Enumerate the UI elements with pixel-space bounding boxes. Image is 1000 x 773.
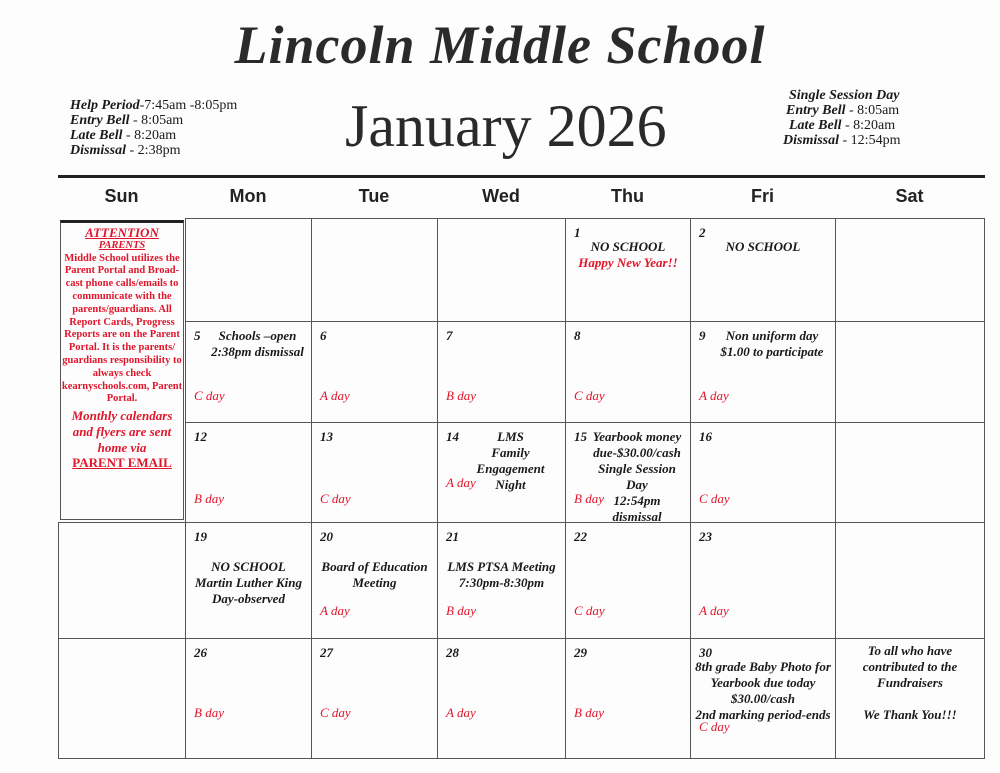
day-cell-16 bbox=[690, 422, 836, 523]
holiday-note: Happy New Year!! bbox=[578, 255, 678, 270]
event-line: LMS PTSA Meeting bbox=[447, 559, 556, 574]
empty-day-cell bbox=[311, 218, 438, 322]
day-number: 5 bbox=[194, 328, 201, 343]
rotation-day-label: B day bbox=[194, 705, 224, 720]
day-cell-26 bbox=[185, 638, 312, 759]
month-title: January 2026 bbox=[345, 93, 667, 159]
rotation-day-label: C day bbox=[574, 603, 605, 618]
day-number: 23 bbox=[699, 529, 712, 544]
event-line: We Thank You!!! bbox=[863, 707, 957, 722]
day-number: 28 bbox=[446, 645, 459, 660]
day-number: 26 bbox=[194, 645, 207, 660]
day-cell-21 bbox=[437, 522, 566, 639]
rotation-day-label: C day bbox=[699, 491, 730, 506]
weekday-sun: Sun bbox=[104, 186, 139, 206]
day-cell-19 bbox=[185, 522, 312, 639]
weekday-mon: Mon bbox=[229, 186, 267, 206]
ss-dismissal: Dismissal - 12:54pm bbox=[783, 133, 901, 148]
ss-entry-bell: Entry Bell - 8:05am bbox=[786, 103, 900, 118]
event-text bbox=[840, 643, 980, 723]
day-number: 27 bbox=[320, 645, 333, 660]
event-line bbox=[840, 691, 980, 707]
empty-day-cell bbox=[437, 218, 566, 322]
day-number: 13 bbox=[320, 429, 333, 444]
event-line: 8th grade Baby Photo for bbox=[695, 659, 831, 674]
header-divider bbox=[58, 175, 985, 178]
rotation-day-label: A day bbox=[446, 705, 476, 720]
day-cell-5 bbox=[185, 321, 312, 423]
event-line: Board of Education bbox=[321, 559, 428, 574]
event-line: To all who have bbox=[867, 643, 953, 658]
day-cell-2 bbox=[690, 218, 836, 322]
event-text bbox=[588, 429, 686, 525]
day-cell-15 bbox=[565, 422, 691, 523]
rotation-day-label: A day bbox=[699, 388, 729, 403]
event-text bbox=[190, 559, 307, 607]
day-number: 29 bbox=[574, 645, 587, 660]
day-cell-14 bbox=[437, 422, 566, 523]
day-number: 21 bbox=[446, 529, 459, 544]
event-line: 7:30pm-8:30pm bbox=[458, 575, 545, 590]
empty-day-cell bbox=[58, 638, 186, 759]
rotation-day-label: C day bbox=[320, 705, 351, 720]
event-line: due-$30.00/cash bbox=[593, 445, 681, 460]
event-line: Fundraisers bbox=[877, 675, 943, 690]
day-cell-13 bbox=[311, 422, 438, 523]
event-line: 2:38pm dismissal bbox=[211, 344, 304, 359]
event-line: NO SCHOOL bbox=[725, 239, 801, 254]
rotation-day-label: B day bbox=[446, 603, 476, 618]
day-cell-29 bbox=[565, 638, 691, 759]
day-number: 2 bbox=[699, 225, 706, 240]
event-text bbox=[713, 328, 831, 360]
day-number: 22 bbox=[574, 529, 587, 544]
attention-body: Middle School utilizes the Parent Portal and Broad-cast phone calls/emails to communicate with the parents/guardians. All Report Cards, Progress Reports are on the Parent Portal. It is the parents/ guardians responsibility to always check kearnyschools.com, Parent Portal. bbox=[61, 252, 183, 405]
empty-day-cell bbox=[185, 218, 312, 322]
weekday-sat: Sat bbox=[895, 186, 924, 206]
rotation-day-label: B day bbox=[574, 491, 604, 506]
rotation-day-label: A day bbox=[446, 475, 476, 490]
event-line: $30.00/cash bbox=[731, 691, 795, 706]
empty-day-cell bbox=[835, 218, 985, 322]
day-cell-28 bbox=[437, 638, 566, 759]
day-cell-22 bbox=[565, 522, 691, 639]
day-number: 8 bbox=[574, 328, 581, 343]
event-text bbox=[316, 559, 433, 591]
event-text bbox=[570, 239, 686, 271]
day-number: 9 bbox=[699, 328, 706, 343]
weekday-tue: Tue bbox=[358, 186, 390, 206]
parent-email-link[interactable]: PARENT EMAIL bbox=[72, 455, 172, 471]
day-cell-1 bbox=[565, 218, 691, 322]
event-line: Single Session Day bbox=[598, 461, 676, 492]
regular-schedule bbox=[70, 98, 237, 158]
rotation-day-label: C day bbox=[699, 719, 730, 734]
day-number: 19 bbox=[194, 529, 207, 544]
event-line: Day-observed bbox=[212, 591, 285, 606]
empty-day-cell bbox=[835, 321, 985, 423]
day-number: 1 bbox=[574, 225, 581, 240]
weekday-wed: Wed bbox=[482, 186, 520, 206]
day-cell-6 bbox=[311, 321, 438, 423]
event-line: LMS bbox=[497, 429, 524, 444]
day-cell-20 bbox=[311, 522, 438, 639]
day-cell-7 bbox=[437, 321, 566, 423]
event-line: 2nd marking period-ends bbox=[695, 707, 831, 722]
rotation-day-label: A day bbox=[320, 388, 350, 403]
day-cell-30 bbox=[690, 638, 836, 759]
event-line: 12:54pm dismissal bbox=[612, 493, 662, 524]
rotation-day-label: C day bbox=[194, 388, 225, 403]
empty-day-cell bbox=[835, 422, 985, 523]
day-number: 12 bbox=[194, 429, 207, 444]
rotation-day-label: B day bbox=[574, 705, 604, 720]
day-number: 30 bbox=[699, 645, 712, 660]
ss-late-bell: Late Bell - 8:20am bbox=[789, 118, 896, 133]
day-number: 20 bbox=[320, 529, 333, 544]
entry-bell: Entry Bell - 8:05am bbox=[70, 113, 184, 128]
event-line: Non uniform day bbox=[725, 328, 819, 343]
weekday-fri: Fri bbox=[750, 186, 774, 206]
rotation-day-label: B day bbox=[194, 491, 224, 506]
event-line: contributed to the bbox=[862, 659, 958, 674]
event-text bbox=[695, 659, 831, 723]
school-name: Lincoln Middle School bbox=[234, 15, 766, 75]
day-cell-9 bbox=[690, 321, 836, 423]
day-number: 6 bbox=[320, 328, 327, 343]
late-bell: Late Bell - 8:20am bbox=[70, 128, 177, 143]
rotation-day-label: C day bbox=[574, 388, 605, 403]
empty-day-cell bbox=[835, 638, 985, 759]
empty-day-cell bbox=[58, 522, 186, 639]
event-line: Meeting bbox=[352, 575, 397, 590]
day-number: 14 bbox=[446, 429, 459, 444]
event-line: NO SCHOOL bbox=[211, 559, 286, 574]
day-cell-27 bbox=[311, 638, 438, 759]
help-period: Help Period-7:45am -8:05pm bbox=[70, 98, 238, 113]
day-number: 7 bbox=[446, 328, 453, 343]
dismissal: Dismissal - 2:38pm bbox=[70, 143, 181, 158]
day-cell-8 bbox=[565, 321, 691, 423]
event-line: Yearbook money bbox=[592, 429, 682, 444]
event-text bbox=[442, 559, 561, 591]
rotation-day-label: A day bbox=[699, 603, 729, 618]
rotation-day-label: B day bbox=[446, 388, 476, 403]
event-line: Martin Luther King bbox=[195, 575, 302, 590]
single-session-title: Single Session Day bbox=[789, 88, 900, 103]
event-line: Schools –open bbox=[218, 328, 297, 343]
event-line: NO SCHOOL bbox=[590, 239, 666, 254]
event-line: Yearbook due today bbox=[710, 675, 816, 690]
weekday-thu: Thu bbox=[611, 186, 644, 206]
event-text bbox=[208, 328, 307, 360]
attention-notice bbox=[60, 220, 184, 520]
attention-subtitle: PARENTS bbox=[98, 239, 146, 251]
attention-title: ATTENTION bbox=[85, 225, 159, 240]
single-session-schedule bbox=[783, 88, 900, 148]
day-cell-23 bbox=[690, 522, 836, 639]
event-line: Night bbox=[495, 477, 526, 492]
day-cell-12 bbox=[185, 422, 312, 523]
day-number: 16 bbox=[699, 429, 712, 444]
event-line: $1.00 to participate bbox=[720, 344, 824, 359]
event-text bbox=[695, 239, 831, 255]
rotation-day-label: C day bbox=[320, 491, 351, 506]
day-number: 15 bbox=[574, 429, 587, 444]
empty-day-cell bbox=[835, 522, 985, 639]
rotation-day-label: A day bbox=[320, 603, 350, 618]
event-line: Family Engagement bbox=[476, 445, 545, 476]
attention-note: Monthly calendars and flyers are sent home via bbox=[71, 408, 173, 456]
